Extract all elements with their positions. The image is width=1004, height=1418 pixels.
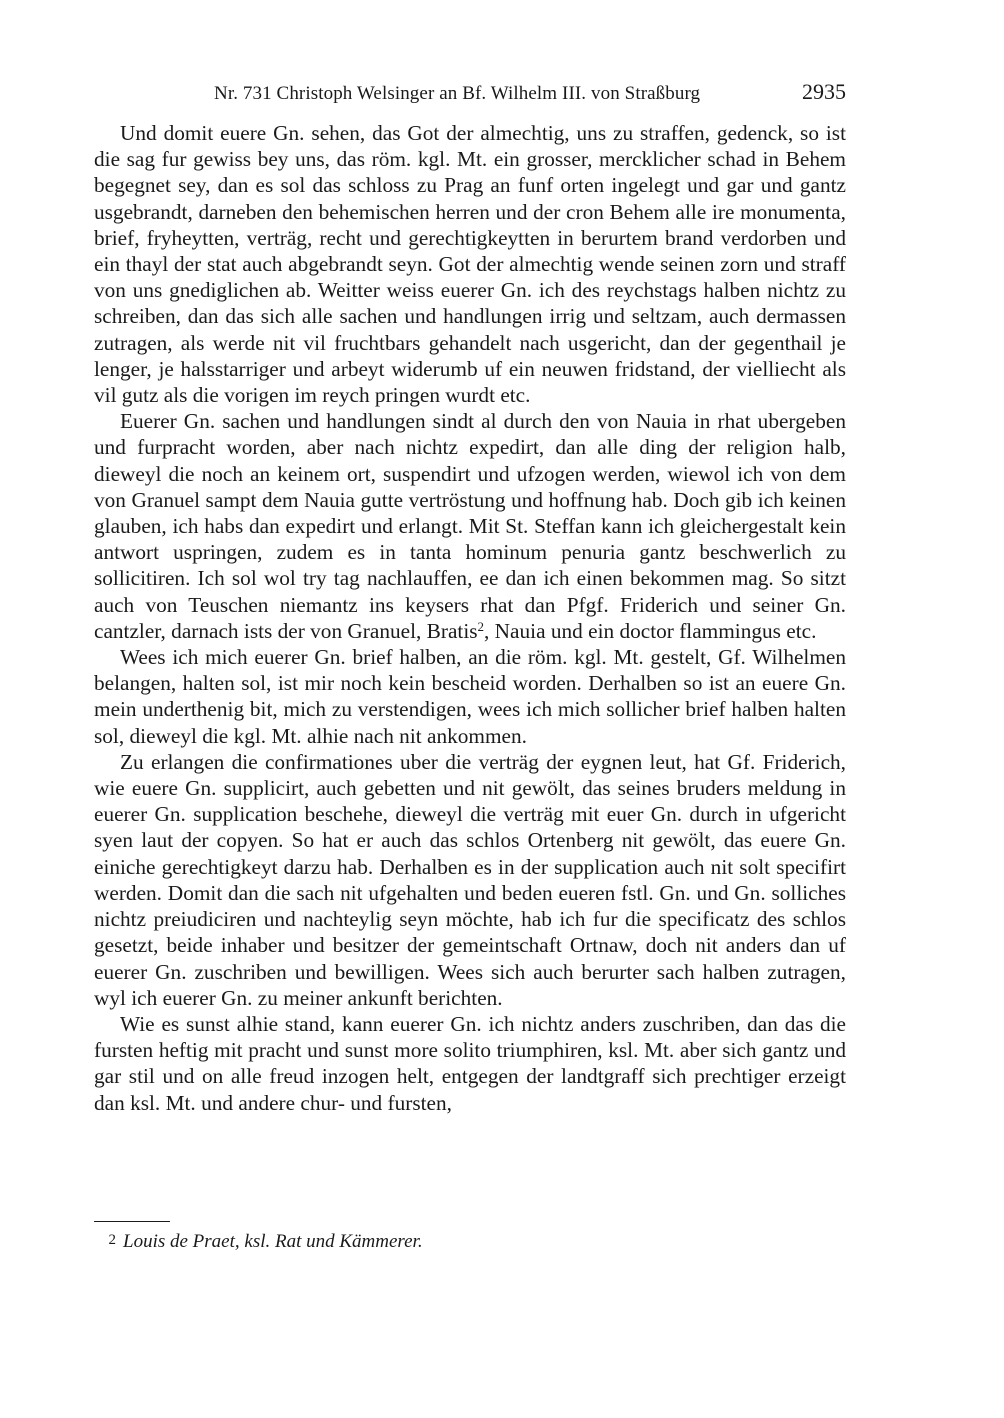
paragraph-3-text: Wees ich mich euerer Gn. brief halben, an die röm. kgl. Mt. gestelt, Gf. Wilhelmen belangen, halten sol, ist mir noch kein bescheid worden. Derhalben so ist an euere Gn. mein underthenig bit, mich zu verstendigen, wees ich mich sollicher brief halben halten sol, dieweyl die kgl. Mt. alhie nach nit ankommen. (94, 645, 846, 748)
footnote-reference[interactable]: 2 (477, 618, 485, 634)
body-text (94, 120, 846, 1116)
paragraph-4-text: Zu erlangen die confirmationes uber die verträg der eygnen leut, hat Gf. Friderich, wie euere Gn. supplicirt, auch gebetten und nit gewölt, das seines bruders meldung in euerer Gn. supplication beschehe, dieweyl die verträg mit euer Gn. durch in ufgericht syen laut der copyen. So hat er auch das schlos Ortenberg nit gewölt, das euere Gn. einiche gerechtigkeyt darzu hab. Derhalben es in der supplication auch nit solt specifirt werden. Domit dan die sach nit ufgehalten und beden eueren fstl. Gn. und Gn. solliches nichtz preiudiciren und nachteylig seyn möchte, hab ich fur die specificatz des schlos gesetzt, beide inhaber und besitzer der gemeintschaft Ortnaw, doch nit anders dan uf euerer Gn. zuschriben und bewilligen. Wees sich auch berurter sach halben zutragen, wyl ich euerer Gn. zu meiner ankunft berichten. (94, 749, 846, 1010)
footnote-text: Louis de Praet, ksl. Rat und Kämmerer. (123, 1231, 423, 1252)
paragraph-3 (94, 644, 846, 749)
running-head: Nr. 731 Christoph Welsinger an Bf. Wilhelm III. von Straßburg (214, 83, 701, 104)
paragraph-2-text-b: , Nauia und ein doctor flammingus etc. (484, 618, 817, 643)
footnote (94, 1227, 846, 1255)
page-header (94, 80, 846, 108)
paragraph-1 (94, 120, 846, 408)
footnote-marker: 2 (108, 1232, 116, 1248)
paragraph-5-text: Wie es sunst alhie stand, kann euerer Gn. ich nichtz anders zuschriben, dan das die fursten heftig mit pracht und sunst more solito triumphiren, ksl. Mt. aber sich gantz und gar stil und on alle freud inzogen helt, entgegen der landtgraff sich prechtiger erzeigt dan ksl. Mt. und andere chur- und fursten, (94, 1011, 846, 1115)
paragraph-4 (94, 749, 846, 1011)
paragraph-2-text-a: Euerer Gn. sachen und handlungen sindt al durch den von Nauia in rhat ubergeben und furpracht worden, aber nach nichtz expedirt, dan alle ding der religion halb, dieweyl die noch an keinem ort, suspendirt und ufzogen werden, wiewol ich von dem von Granuel sampt dem Nauia gutte vertröstung und hoffnung hab. Doch gib ich keinen glauben, ich habs dan expedirt und erlangt. Mit St. Steffan kann ich gleichergestalt kein antwort uspringen, zudem es in tanta hominum penuria gantz beschwerlich zu sollicitiren. Ich sol wol try tag nachlauffen, ee dan ich einen bekommen mag. So sitzt auch von Teuschen niemantz ins keysers rhat dan Pfgf. Friderich und seiner Gn. cantzler, darnach ists der von Granuel, Bratis (94, 409, 846, 643)
paragraph-5 (94, 1011, 846, 1116)
page-number: 2935 (802, 79, 846, 104)
paragraph-1-text: Und domit euere Gn. sehen, das Got der almechtig, uns zu straffen, gedenck, so ist die sag fur gewiss bey uns, das röm. kgl. Mt. ein grosser, mercklicher schad in Behem begegnet sey, dan es sol das schloss zu Prag an funf orten ingelegt und gar und gantz usgebrandt, darneben den behemischen herren und der cron Behem alle ire monumenta, brief, fryheytten, verträg, recht und gerechtigkeytten in berurtem brand verdorben und ein thayl der stat auch abgebrandt seyn. Got der almechtig wende seinen zorn und straff von uns gnediglichen ab. Weitter weiss euerer Gn. ich des reychstags halben nichtz zu schreiben, dan das sich alle sachen und handlungen irrig und seltzam, auch dermassen zutragen, als werde nit vil fruchtbars gehandelt nach usgericht, dan der gegenthail je lenger, je halsstarriger und arbeyt widerumb uf ein neuwen fridstand, der vielliecht als vil gutz als die vorigen im reych pringen wurdt etc. (94, 121, 846, 408)
footnote-divider (94, 1221, 170, 1222)
paragraph-2 (94, 408, 846, 644)
